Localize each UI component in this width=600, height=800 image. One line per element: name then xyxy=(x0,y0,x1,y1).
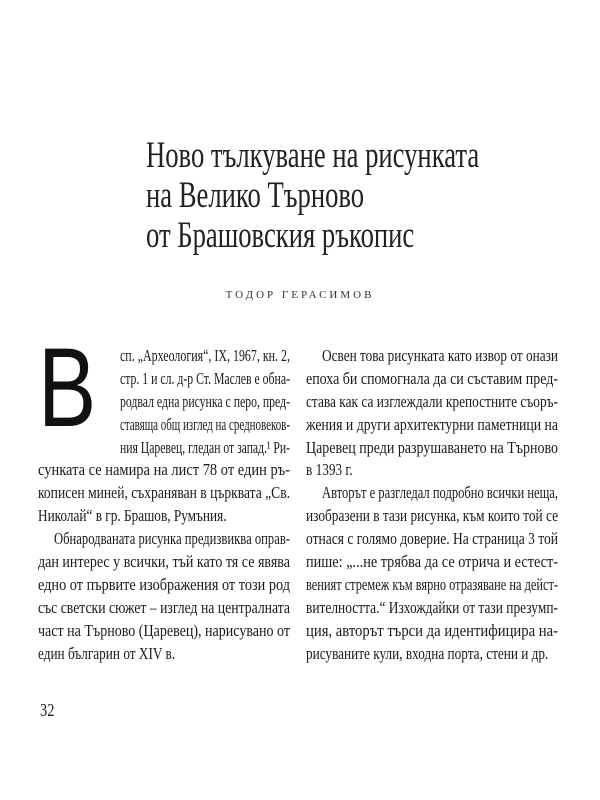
left-column xyxy=(38,345,290,665)
text-line-content: жения и други архитектурни паметници на xyxy=(306,414,558,434)
text-line xyxy=(38,574,290,597)
text-line-content: ния Царевец, гледан от запад.¹ Ри- xyxy=(120,437,290,457)
text-line-content: един българин от XIV в. xyxy=(38,643,176,663)
drop-cap: В xyxy=(38,325,97,450)
text-line-content: в 1393 г. xyxy=(306,460,353,480)
text-line xyxy=(38,482,290,505)
text-line xyxy=(306,437,558,460)
article-title-line-2: на Велико Търново xyxy=(146,175,365,216)
text-line xyxy=(38,597,290,620)
article-title-line-1: Ново тълкуване на рисунката xyxy=(146,135,480,176)
text-line xyxy=(38,437,290,460)
text-line xyxy=(38,643,290,666)
text-line xyxy=(306,482,558,505)
text-line xyxy=(38,391,290,414)
text-line-content: Обнародваната рисунка предизвиква оправ- xyxy=(54,529,290,549)
text-line xyxy=(306,414,558,437)
text-line-content: кописен миней, съхраняван в църквата „Св. xyxy=(38,483,290,503)
text-line-content: Николай“ в гр. Брашов, Румъния. xyxy=(38,506,227,526)
text-line-content: пише: „...не трябва да се отрича и естест- xyxy=(306,552,558,572)
text-line-content: вителността.“ Изхождайки от тази презумп- xyxy=(306,597,558,617)
text-line xyxy=(306,391,558,414)
text-line xyxy=(306,597,558,620)
text-line xyxy=(306,574,558,597)
article-title-line-3: от Брашовския ръкопис xyxy=(146,215,415,256)
text-line xyxy=(38,551,290,574)
text-line-content: Освен това рисунката като извор от онази xyxy=(322,346,558,365)
text-line-content: родвал една рисунка с перо, пред- xyxy=(120,391,290,411)
text-line xyxy=(306,459,558,482)
text-line xyxy=(38,345,290,368)
text-line xyxy=(38,505,290,528)
text-line-content: епоха би спомогнала да си съставим пред- xyxy=(306,368,558,388)
text-line-content: със светски сюжет – изглед на централната xyxy=(38,597,290,617)
text-line xyxy=(306,551,558,574)
page-number: 32 xyxy=(40,700,55,720)
text-line-content: отнася с голямо доверие. На страница 3 той xyxy=(306,529,558,549)
text-line xyxy=(306,505,558,528)
text-line xyxy=(38,414,290,437)
text-line xyxy=(38,459,290,482)
text-line-content: Царевец преди разрушаването на Търново xyxy=(306,437,558,457)
text-line-content: става как са изглеждали крепостните съоръ- xyxy=(306,391,558,411)
text-line-content: рисуваните кули, входна порта, стени и др. xyxy=(306,643,549,663)
right-column xyxy=(306,345,558,665)
text-line xyxy=(306,345,558,368)
text-line xyxy=(306,368,558,391)
author-name: ТОДОР ГЕРАСИМОВ xyxy=(225,289,375,301)
text-line-content: ставяща общ изглед на средновеков- xyxy=(120,414,290,434)
text-line xyxy=(306,528,558,551)
text-line-content: изобразени в тази рисунка, към които той се xyxy=(306,506,558,526)
text-line-content: Авторът е разгледал подробно всички неща, xyxy=(322,483,558,503)
text-line-content: сунката се намира на лист 78 от един ръ- xyxy=(38,460,290,480)
text-line xyxy=(306,620,558,643)
text-line-content: дан интерес у всички, тъй като тя се явява xyxy=(38,552,290,572)
text-line-content: стр. 1 и сл. д-р Ст. Маслев е обна- xyxy=(120,368,290,388)
text-line-content: едно от първите изображения от този род xyxy=(38,574,290,594)
text-line xyxy=(38,620,290,643)
text-line-content: част на Търново (Царевец), нарисувано от xyxy=(38,620,290,640)
text-line-content: сп. „Археология“, IX, 1967, кн. 2, xyxy=(120,346,290,365)
text-line-content: веният стремеж към вярно отразяване на дейст- xyxy=(306,574,558,594)
text-line xyxy=(38,368,290,391)
text-line-content: ция, авторът търси да идентифицира на- xyxy=(306,620,558,640)
text-line xyxy=(38,528,290,551)
text-line xyxy=(306,643,558,666)
